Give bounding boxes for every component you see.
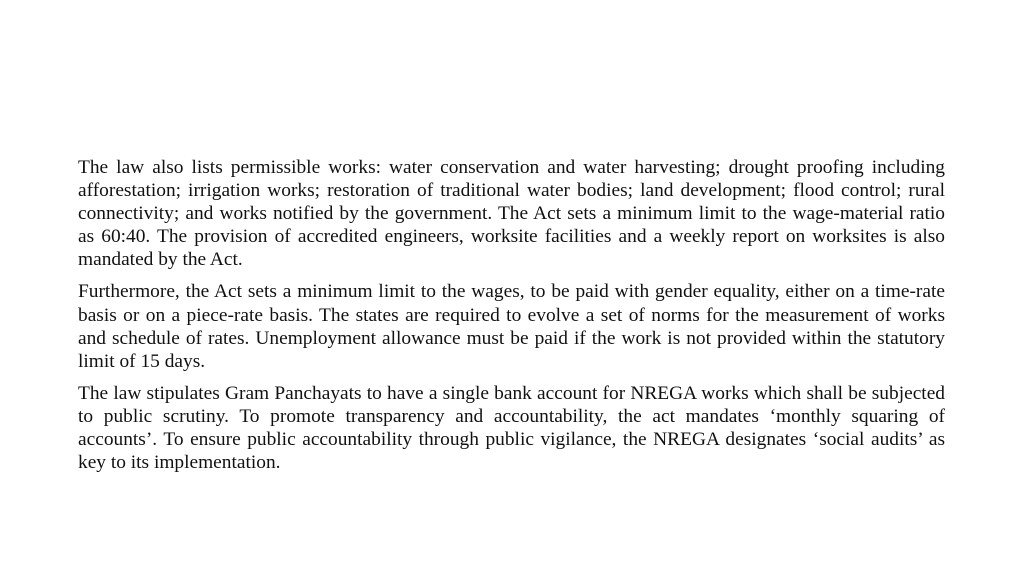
paragraph-accountability: The law stipulates Gram Panchayats to have a single bank account for NREGA works which shall be subjected to public scrutiny. To promote transparency and accountability, the act mandates ‘monthly squaring of accounts’. To ensure public accountability through public vigilance, the NREGA designates ‘social audits’ as key to its implementation. <box>78 382 945 474</box>
paragraph-permissible-works: The law also lists permissible works: water conservation and water harvesting; drought proofing including afforestation; irrigation works; restoration of traditional water bodies; land development; flood control; rural connectivity; and works notified by the government. The Act sets a minimum limit to the wage-material ratio as 60:40. The provision of accredited engineers, worksite facilities and a weekly report on worksites is also mandated by the Act. <box>78 157 945 271</box>
paragraph-wages: Furthermore, the Act sets a minimum limit to the wages, to be paid with gender equality, either on a time-rate basis or on a piece-rate basis. The states are required to evolve a set of norms for the measurement of works and schedule of rates. Unemployment allowance must be paid if the work is not provided within the statutory limit of 15 days. <box>78 281 945 372</box>
slide-body-text <box>78 156 945 483</box>
